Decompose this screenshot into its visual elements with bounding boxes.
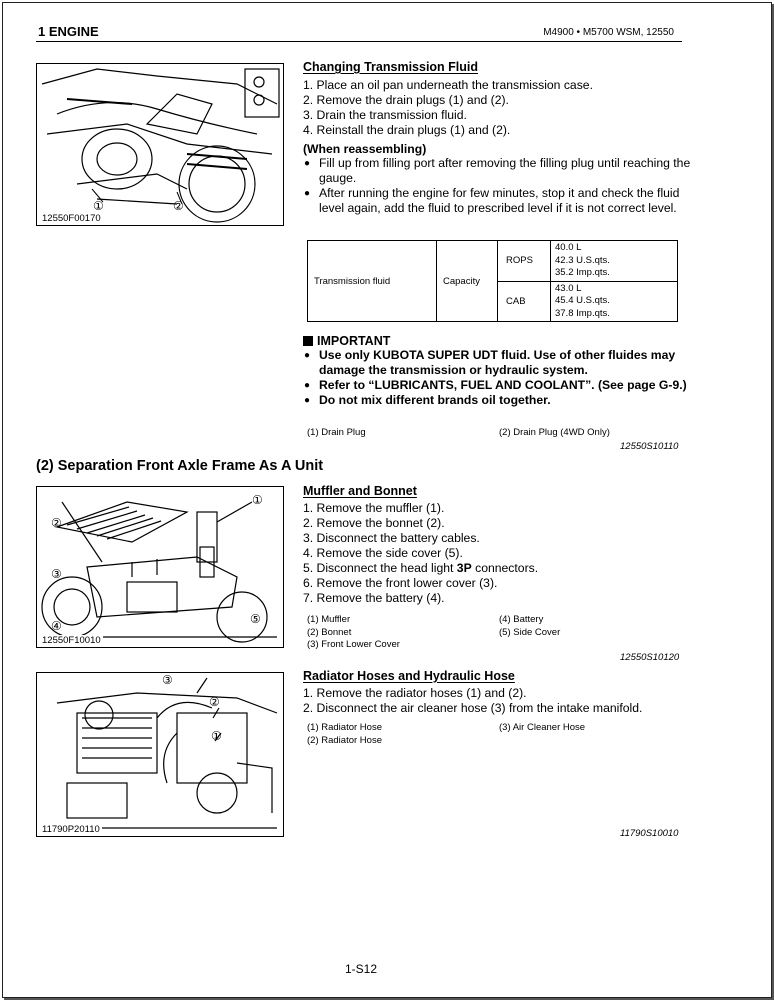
step: 2. Disconnect the air cleaner hose (3) from the intake manifold. [303, 701, 643, 715]
figure-transmission-drain [36, 63, 284, 226]
step: 1. Place an oil pan underneath the transmission case. [303, 78, 593, 92]
callout-1: ① [252, 493, 263, 507]
transmission-illustration [37, 64, 283, 225]
legend-item: (4) Battery [499, 614, 544, 625]
figure-label: 12550F10010 [42, 635, 101, 646]
reference-code: 12550S10110 [620, 441, 679, 452]
step: 6. Remove the front lower cover (3). [303, 576, 498, 590]
step: 3. Disconnect the battery cables. [303, 531, 480, 545]
spec-table-wrap [307, 240, 678, 322]
steps-list [303, 78, 693, 138]
callout-3: ③ [162, 673, 173, 687]
legend-left [307, 722, 382, 747]
legend-left [307, 614, 400, 652]
callout-1: ① [211, 729, 222, 743]
value: 35.2 Imp.qts. [555, 267, 610, 278]
legend-item: (2) Drain Plug (4WD Only) [499, 427, 610, 438]
step [303, 561, 693, 576]
important-item: ● Refer to “LUBRICANTS, FUEL AND COOLANT”. (See page G-9.) [303, 378, 687, 393]
table-cab-values [551, 281, 678, 322]
legend-item: (3) Front Lower Cover [307, 639, 400, 651]
step-text: connectors. [471, 561, 539, 575]
figure-muffler-bonnet [36, 486, 284, 648]
important-icon [303, 336, 313, 346]
legend-item: (1) Muffler [307, 614, 351, 625]
page-number: 1-S12 [345, 962, 378, 976]
legend-item: (5) Side Cover [499, 626, 561, 638]
reference-code: 11790S10010 [620, 828, 679, 839]
step: 7. Remove the battery (4). [303, 591, 445, 605]
value: 37.8 Imp.qts. [555, 307, 610, 319]
important-heading [303, 334, 687, 348]
reference-code: 12550S10120 [620, 652, 680, 663]
callout-5: ⑤ [250, 612, 261, 626]
radiator-illustration [37, 673, 283, 836]
step: 1. Remove the radiator hoses (1) and (2). [303, 686, 527, 700]
legend-right [499, 722, 585, 735]
callout-2: ② [51, 516, 62, 530]
step-bold: 3P [456, 561, 472, 575]
callout-1: ① [93, 199, 104, 213]
section-changing-fluid [303, 60, 693, 216]
header-manual: M4900 • M5700 WSM, 12550 [543, 27, 674, 38]
section-title: Changing Transmission Fluid [303, 60, 479, 74]
section-heading: (2) Separation Front Axle Frame As A Unit [36, 458, 324, 474]
spec-table [307, 240, 678, 322]
step: 2. Remove the bonnet (2). [303, 516, 445, 530]
reassembly-item: ● After running the engine for few minutes, stop it and check the fluid level again, add the fluid to prescribed level if it is not correct level. [303, 186, 693, 216]
table-item: Transmission fluid [308, 241, 437, 322]
reassembly-item: ● Fill up from filling port after removing the filling plug until reaching the gauge. [303, 156, 693, 186]
callout-4: ④ [51, 619, 62, 633]
value: 43.0 L [555, 282, 582, 294]
header-section: 1 ENGINE [38, 24, 99, 39]
callout-3: ③ [51, 567, 62, 581]
section-muffler-bonnet [303, 484, 693, 606]
section-title: Radiator Hoses and Hydraulic Hose [303, 669, 515, 683]
step: 2. Remove the drain plugs (1) and (2). [303, 93, 509, 107]
table-spec: Capacity [437, 241, 498, 322]
legend-item: (2) Radiator Hose [307, 734, 382, 746]
value: 45.4 U.S.qts. [555, 295, 610, 306]
legend-item: (3) Air Cleaner Hose [499, 722, 586, 733]
callout-2: ② [173, 199, 184, 213]
section-title: Muffler and Bonnet [303, 484, 417, 498]
legend-item: (1) Drain Plug [307, 427, 366, 438]
legend-right [499, 614, 560, 639]
figure-label: 11790P20110 [42, 824, 100, 835]
step: 4. Remove the side cover (5). [303, 546, 463, 560]
figure-label: 12550F00170 [42, 213, 101, 224]
step: 3. Drain the transmission fluid. [303, 108, 467, 122]
figure-radiator-hoses [36, 672, 284, 837]
legend-item: (1) Radiator Hose [307, 722, 382, 733]
important-title: IMPORTANT [317, 334, 391, 348]
section-radiator-hoses [303, 669, 693, 716]
table-rops-values [551, 241, 678, 282]
step: 1. Remove the muffler (1). [303, 501, 445, 515]
table-rops: ROPS [498, 241, 551, 282]
step: 4. Reinstall the drain plugs (1) and (2). [303, 123, 511, 137]
value: 42.3 U.S.qts. [555, 254, 610, 266]
reassembly-title: (When reassembling) [303, 142, 427, 156]
steps-list [303, 686, 693, 716]
steps-list [303, 501, 693, 606]
step-text: 5. Disconnect the head light [303, 561, 457, 575]
header-rule [36, 41, 682, 42]
muffler-illustration [37, 487, 283, 647]
important-item: ● Do not mix different brands oil together. [303, 393, 687, 408]
legend-item: (2) Bonnet [307, 626, 352, 638]
value: 40.0 L [555, 242, 582, 253]
callout-2: ② [209, 695, 220, 709]
important-item: ● Use only KUBOTA SUPER UDT fluid. Use of other fluides may damage the transmission or hydraulic system. [303, 348, 687, 378]
table-cab: CAB [498, 281, 551, 322]
important-block [303, 334, 687, 408]
